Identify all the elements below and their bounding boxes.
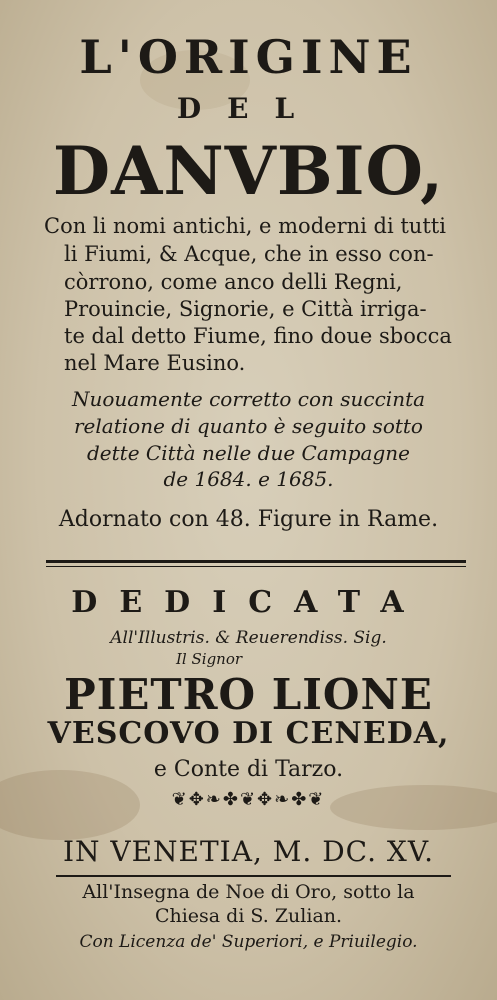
imprint-license: Con Licenza de' Superiori, e Priuilegio. <box>79 932 418 952</box>
correction-line: relatione di quanto è seguito sotto <box>74 414 423 438</box>
dedicatee-office: VESCOVO DI CENEDA, <box>47 716 450 751</box>
dedicatee-name: PIETRO LIONE <box>64 670 433 719</box>
dedication-honorific: All'Illustris. & Reuerendiss. Sig. <box>110 628 387 648</box>
description-line: Prouincie, Signorie, e Città irriga- <box>64 297 427 321</box>
title-line-2: DEL <box>176 92 321 125</box>
divider-rule <box>46 560 466 563</box>
title-line-1: L'ORIGINE <box>79 30 418 84</box>
dedication-word: DEDICATA <box>71 585 426 620</box>
imprint-place: IN VENETIA, M. DC. XV. <box>62 835 435 868</box>
divider-rule <box>46 566 466 567</box>
dedicatee-title: e Conte di Tarzo. <box>153 757 344 782</box>
description-line: Con li nomi antichi, e moderni di tutti <box>44 214 446 238</box>
imprint-sign-line: All'Insegna de Noe di Oro, sotto la <box>82 881 415 903</box>
imprint-sign-line: Chiesa di S. Zulian. <box>154 905 343 927</box>
correction-line: Nuouamente corretto con succinta <box>71 387 426 411</box>
dedication-signor: Il Signor <box>176 650 243 668</box>
imprint-rule <box>56 875 451 877</box>
description-line: nel Mare Eusino. <box>64 351 246 375</box>
description-line: còrrono, come anco delli Regni, <box>64 270 403 294</box>
description-line: te dal detto Fiume, fino doue sbocca <box>64 324 452 348</box>
title-line-3: DANVBIO, <box>52 132 445 210</box>
correction-line: dette Città nelle due Campagne <box>87 441 410 465</box>
ornament-band: ❦✥❧✤❦✥❧✤❦ <box>171 789 326 810</box>
correction-line: de 1684. e 1685. <box>163 467 334 491</box>
adornment-line: Adornato con 48. Figure in Rame. <box>58 507 439 532</box>
description-line: li Fiumi, & Acque, che in esso con- <box>64 242 434 266</box>
